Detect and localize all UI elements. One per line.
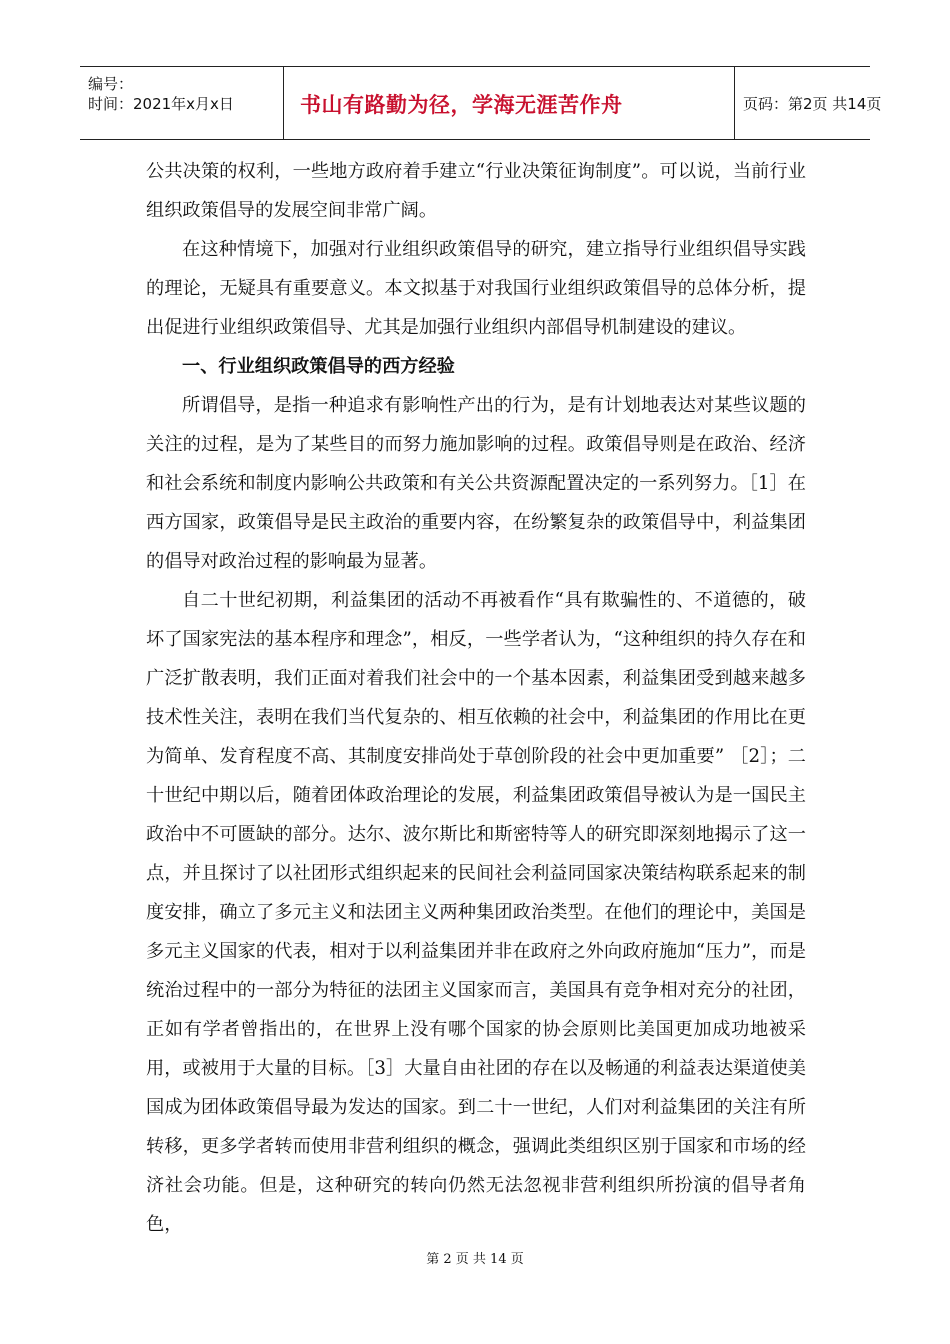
- paragraph: 所谓倡导，是指一种追求有影响性产出的行为，是有计划地表达对某些议题的关注的过程，是为了某些目的而努力施加影响的过程。政策倡导则是在政治、经济和社会系统和制度内影响公共政策和有关公共资源配置决定的一系列努力。［1］在西方国家，政策倡导是民主政治的重要内容，在纷繁复杂的政策倡导中，利益集团的倡导对政治过程的影响最为显著。: [146, 395, 806, 572]
- section-heading: 一、行业组织政策倡导的西方经验: [182, 356, 455, 377]
- paragraph: 在这种情境下，加强对行业组织政策倡导的研究，建立指导行业组织倡导实践的理论，无疑具有重要意义。本文拟基于对我国行业组织政策倡导的总体分析，提出促进行业组织政策倡导、尤其是加强行业组织内部倡导机制建设的建议。: [146, 239, 806, 338]
- header-motto-cell: [283, 67, 735, 139]
- number-label: 编号：: [88, 75, 134, 93]
- paragraph-continuation: 公共决策的权利，一些地方政府着手建立“行业决策征询制度”。可以说，当前行业组织政策倡导的发展空间非常广阔。: [146, 161, 806, 221]
- paragraph: 自二十世纪初期，利益集团的活动不再被看作“具有欺骗性的、不道德的，破坏了国家宪法的基本程序和理念”，相反，一些学者认为，“这种组织的持久存在和广泛扩散表明，我们正面对着我们社会中的一个基本因素，利益集团受到越来越多技术性关注，表明在我们当代复杂的、相互依赖的社会中，利益集团的作用比在更为简单、发育程度不高、其制度安排尚处于草创阶段的社会中更加重要” ［2］；二十世纪中期以后，随着团体政治理论的发展，利益集团政策倡导被认为是一国民主政治中不可匮缺的部分。达尔、波尔斯比和斯密特等人的研究即深刻地揭示了这一点，并且探讨了以社团形式组织起来的民间社会利益同国家决策结构联系起来的制度安排，确立了多元主义和法团主义两种集团政治类型。在他们的理论中，美国是多元主义国家的代表，相对于以利益集团并非在政府之外向政府施加“压力”，而是统治过程中的一部分为特征的法团主义国家而言，美国具有竞争相对充分的社团，正如有学者曾指出的，在世界上没有哪个国家的协会原则比美国更加成功地被采用，或被用于大量的目标。［3］大量自由社团的存在以及畅通的利益表达渠道使美国成为团体政策倡导最为发达的国家。到二十一世纪，人们对利益集团的关注有所转移，更多学者转而使用非营利组织的概念，强调此类组织区别于国家和市场的经济社会功能。但是，这种研究的转向仍然无法忽视非营利组织所扮演的倡导者角色，: [146, 590, 806, 1235]
- header-motto: 书山有路勤为径，学海无涯苦作舟: [300, 93, 623, 117]
- header-right-cell: [735, 67, 882, 139]
- header-left-cell: [80, 67, 280, 139]
- document-body: [146, 152, 806, 1244]
- page-header: [80, 66, 882, 140]
- page-footer: 第 2 页 共 14 页: [426, 1252, 524, 1267]
- page-code: 页码：第2页 共14页: [743, 95, 882, 113]
- date-label: 时间：2021年x月x日: [88, 95, 234, 113]
